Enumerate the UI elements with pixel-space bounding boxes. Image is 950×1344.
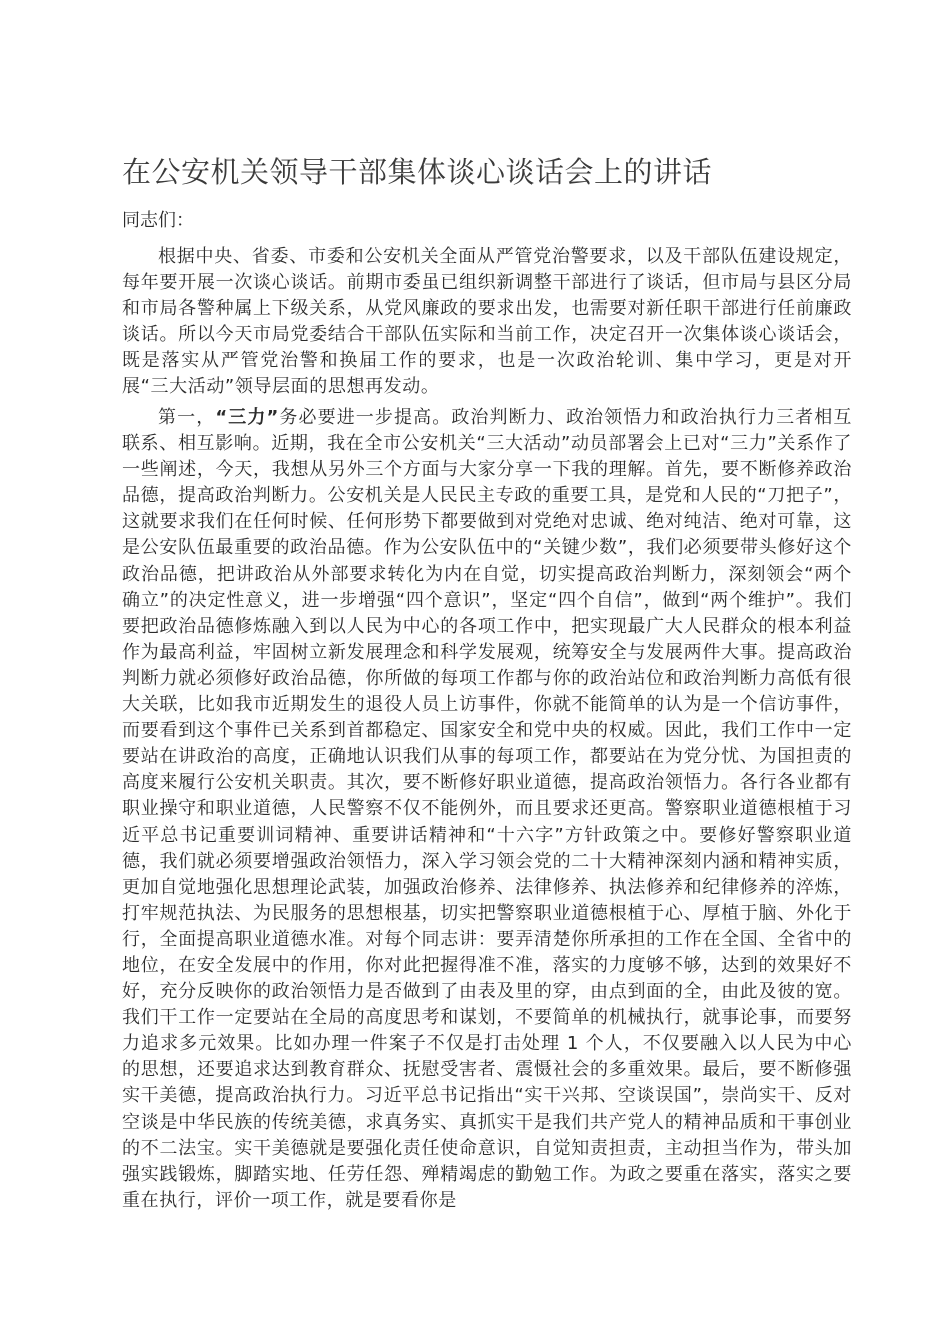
salutation: 同志们：	[122, 210, 194, 231]
paragraph-emphasis: “三力”	[215, 407, 279, 428]
document-title: 在公安机关领导干部集体谈心谈话会上的讲话	[122, 155, 713, 189]
paragraph-lead: 第一，	[158, 407, 216, 428]
paragraph-intro: 根据中央、省委、市委和公安机关全面从严管党治警要求，以及干部队伍建设规定，每年要开展一次谈心谈话。前期市委虽已组织新调整干部进行了谈话，但市局与县区分局和市局各警种属上下级关系，从党风廉政的要求出发，也需要对新任职干部进行任前廉政谈话。所以今天市局党委结合干部队伍实际和当前工作，决定召开一次集体谈心谈话会，既是落实从严管党治警和换届工作的要求，也是一次政治轮训、集中学习，更是对开展“三大活动”领导层面的思想再发动。	[122, 246, 852, 398]
paragraph-body: 务必要进一步提高。政治判断力、政治领悟力和政治执行力三者相互联系、相互影响。近期，我在全市公安机关“三大活动”动员部署会上已对“三力”关系作了一些阐述，今天，我想从另外三个方面与大家分享一下我的理解。首先，要不断修养政治品德，提高政治判断力。公安机关是人民民主专政的重要工具，是党和人民的“刀把子”，这就要求我们在任何时候、任何形势下都要做到对党绝对忠诚、绝对纯洁、绝对可靠，这是公安队伍最重要的政治品德。作为公安队伍中的“关键少数”，我们必须要带头修好这个政治品德，把讲政治从外部要求转化为内在自觉，切实提高政治判断力，深刻领会“两个确立”的决定性意义，进一步增强“四个意识”，坚定“四个自信”，做到“两个维护”。我们要把政治品德修炼融入到以人民为中心的各项工作中，把实现最广大人民群众的根本利益作为最高利益，牢固树立新发展理念和科学发展观，统筹安全与发展两件大事。提高政治判断力就必须修好政治品德，你所做的每项工作都与你的政治站位和政治判断力高低有很大关联，比如我市近期发生的退役人员上访事件，你就不能简单的认为是一个信访事件，而要看到这个事件已关系到首都稳定、国家安全和党中央的权威。因此，我们工作中一定要站在讲政治的高度，正确地认识我们从事的每项工作，都要站在为党分忧、为国担责的高度来履行公安机关职责。其次，要不断修好职业道德，提高政治领悟力。各行各业都有职业操守和职业道德，人民警察不仅不能例外，而且要求还更高。警察职业道德根植于习近平总书记重要训词精神、重要讲话精神和“十六字”方针政策之中。要修好警察职业道德，我们就必须要增强政治领悟力，深入学习领会党的二十大精神深刻内涵和精神实质，更加自觉地强化思想理论武装，加强政治修养、法律修养、执法修养和纪律修养的淬炼，打牢规范执法、为民服务的思想根基，切实把警察职业道德根植于心、厚植于脑、外化于行，全面提高职业道德水准。对每个同志讲：要弄清楚你所承担的工作在全国、全省中的地位，在安全发展中的作用，你对此把握得准不准，落实的力度够不够，达到的效果好不好，充分反映你的政治领悟力是否做到了由表及里的穿，由点到面的全，由此及彼的宽。我们干工作一定要站在全局的高度思考和谋划，不要简单的机械执行，就事论事，而要努力追求多元效果。比如办理一件案子不仅是打击处理 1 个人，不仅要融入以人民为中心的思想，还要追求达到教育群众、抚慰受害者、震慑社会的多重效果。最后，要不断修强实干美德，提高政治执行力。习近平总书记指出“实干兴邦、空谈误国”，崇尚实干、反对空谈是中华民族的传统美德，求真务实、真抓实干是我们共产党人的精神品质和干事创业的不二法宝。实干美德就是要强化责任使命意识，自觉知责担责，主动担当作为，带头加强实践锻炼，脚踏实地、任劳任怨、殚精竭虑的勤勉工作。为政之要重在落实，落实之要重在执行，评价一项工作，就是要看你是	[122, 407, 852, 1211]
paragraph-first-point	[122, 405, 852, 1214]
